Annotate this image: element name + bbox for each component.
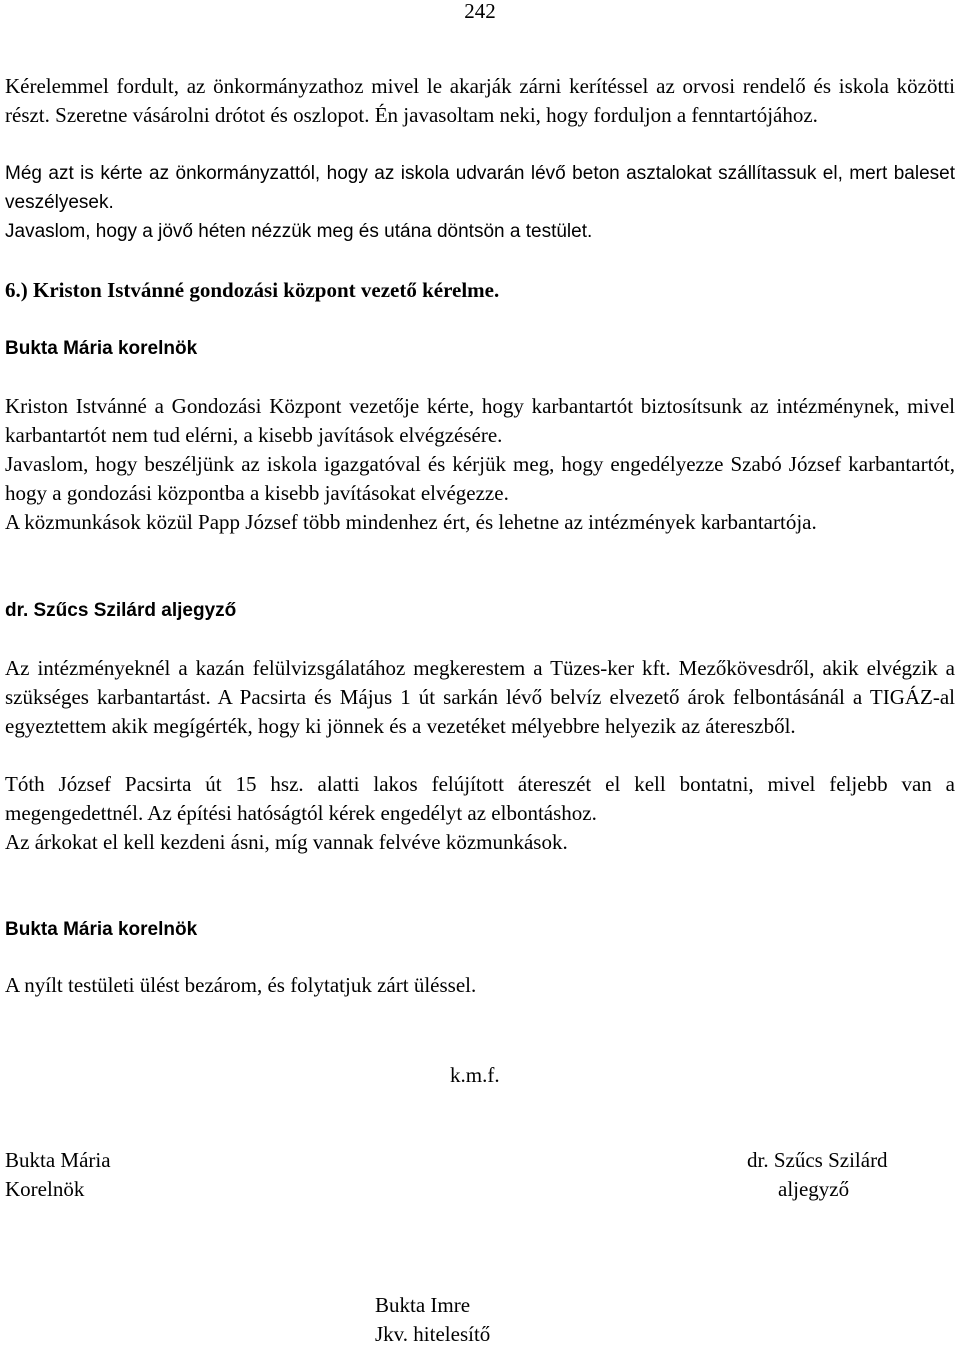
paragraph-fence-request: Kérelemmel fordult, az önkormányzathoz mivel le akarják zárni kerítéssel az orvosi rendelő és iskola közötti részt. Szeretne vásárolni drótot és oszlopot. Én javasoltam neki, hogy forduljon a fenntartójához. <box>5 74 955 127</box>
speaker-heading-aljegyzo: dr. Szűcs Szilárd aljegyző <box>5 600 237 621</box>
paragraph-proposal-next-week: Javaslom, hogy a jövő héten nézzük meg és utána döntsön a testület. <box>5 221 593 242</box>
signature-left-title: Korelnök <box>5 1177 85 1201</box>
signature-bottom-title: Jkv. hitelesítő <box>375 1322 491 1346</box>
speaker-heading-korelnok: Bukta Mária korelnök <box>5 338 198 359</box>
signature-left-block <box>5 1146 111 1204</box>
paragraph-ditch-digging: Az árkokat el kell kezdeni ásni, míg vannak felvéve közmunkások. <box>5 830 568 854</box>
page-number: 242 <box>464 0 496 23</box>
signature-right-title: aljegyző <box>778 1177 850 1201</box>
paragraph-kriston-request: Kriston Istvánné a Gondozási Központ vezetője kérte, hogy karbantartót biztosítsunk az intézménynek, mivel karbantartót nem tud elérni, a kisebb javítások elvégzésére. <box>5 394 955 447</box>
speaker-heading-korelnok-closing: Bukta Mária korelnök <box>5 919 198 940</box>
signature-bottom-block <box>375 1291 490 1349</box>
paragraph-concrete-tables: Még azt is kérte az önkormányzattól, hogy az iskola udvarán lévő beton asztalokat szállítassuk el, mert baleset veszélyesek. <box>5 163 955 213</box>
paragraph-closing-statement: A nyílt testületi ülést bezárom, és folytatjuk zárt üléssel. <box>5 973 477 997</box>
signature-left-name: Bukta Mária <box>5 1148 111 1172</box>
signature-bottom-name: Bukta Imre <box>375 1293 471 1317</box>
paragraph-boiler-inspection: Az intézményeknél a kazán felülvizsgálatához megkerestem a Tüzes-ker kft. Mezőkövesdről, akik elvégzik a szükséges karbantartást. A Pacsirta és Május 1 út sarkán lévő belvíz elvezető árok felbontásánál a TIGÁZ-al egyeztettem akik megígérték, hogy ki jönnek és a vezetéket mélyebbre helyezik az átereszből. <box>5 656 955 738</box>
signature-right-name: dr. Szűcs Szilárd <box>747 1148 888 1172</box>
paragraph-culvert-removal: Tóth József Pacsirta út 15 hsz. alatti lakos felújított átereszét el kell bontatni, mivel feljebb van a megengedettnél. Az építési hatóságtól kérek engedélyt az elbontáshoz. <box>5 772 955 825</box>
agenda-item-heading: 6.) Kriston Istvánné gondozási központ vezető kérelme. <box>5 278 500 302</box>
paragraph-public-workers: A közmunkások közül Papp József több mindenhez ért, és lehetne az intézmények karbantartója. <box>5 510 817 534</box>
paragraph-proposal-caretaker: Javaslom, hogy beszéljünk az iskola igazgatóval és kérjük meg, hogy engedélyezze Szabó József karbantartót, hogy a gondozási központba a kisebb javításokat elvégezze. <box>5 452 955 505</box>
kmf-mark: k.m.f. <box>450 1063 500 1087</box>
signature-right-block <box>747 1146 888 1204</box>
